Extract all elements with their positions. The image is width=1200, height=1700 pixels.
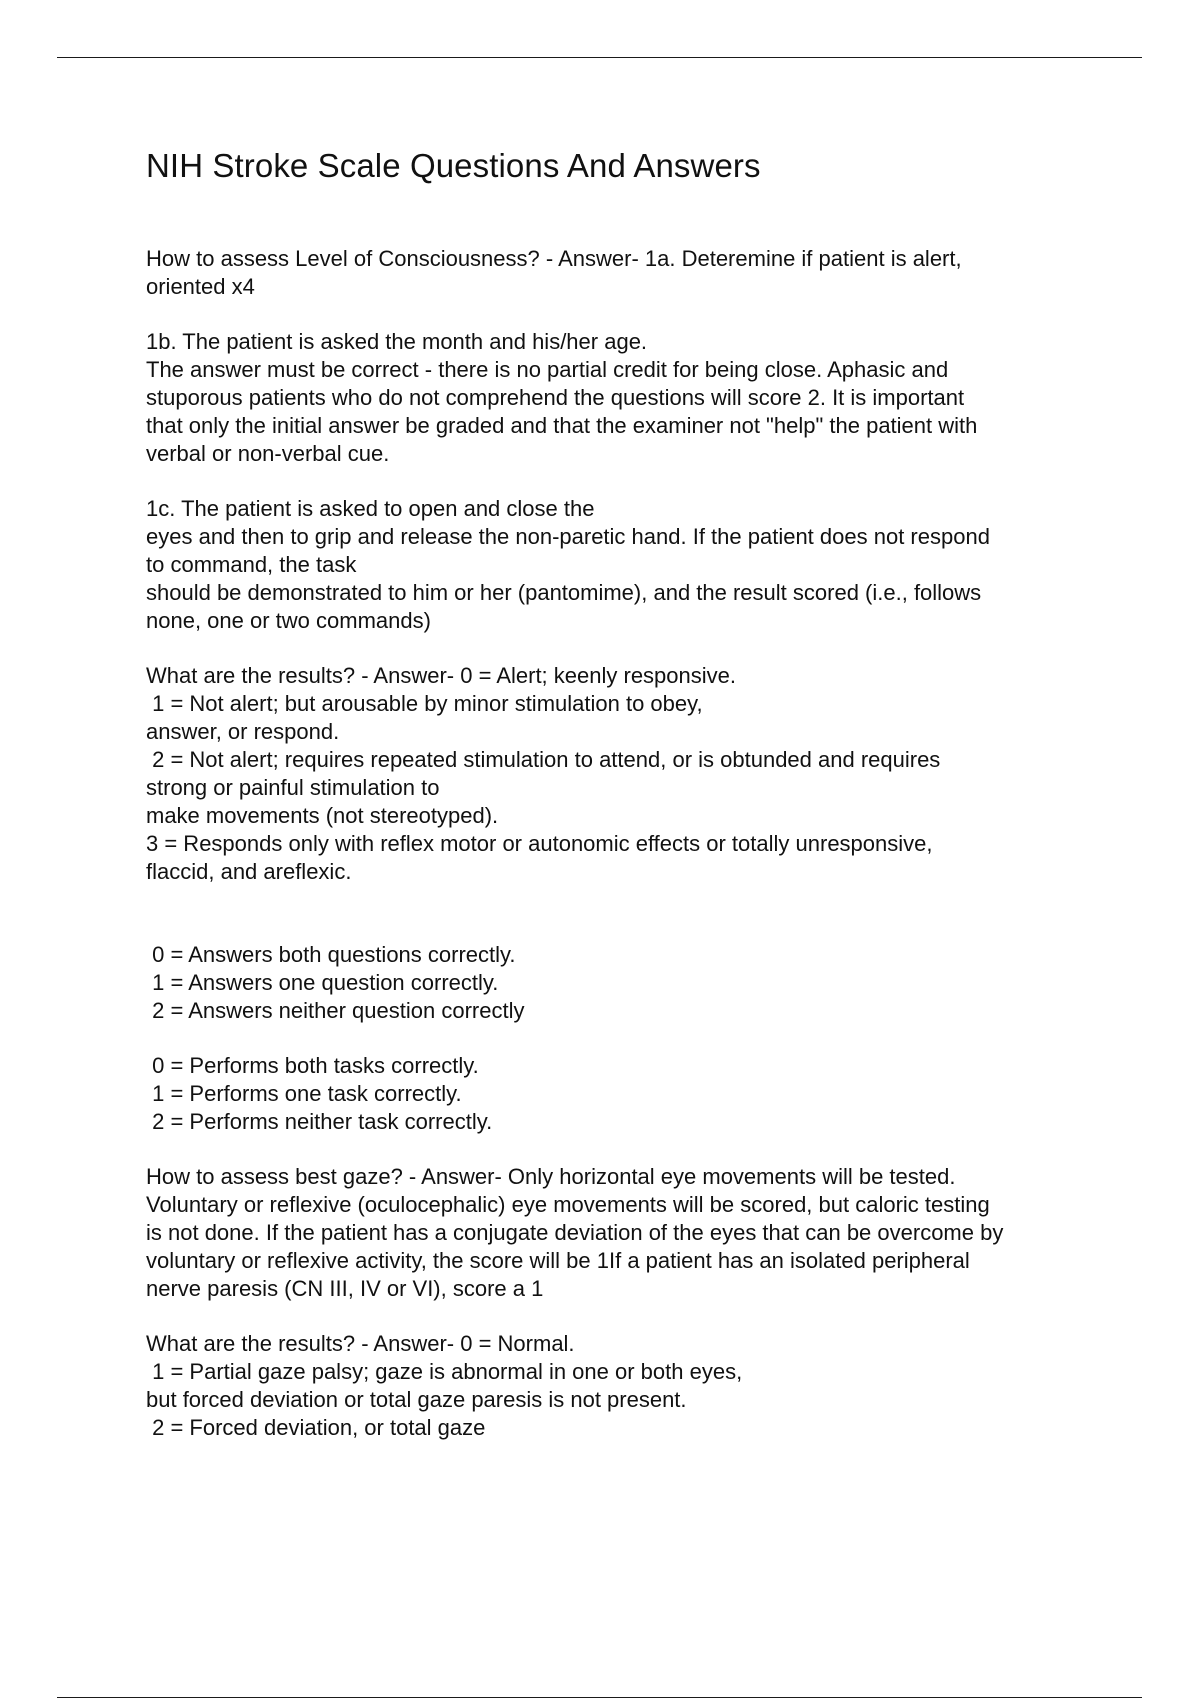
paragraph-level-of-consciousness: How to assess Level of Consciousness? - Answer- 1a. Deteremine if patient is alert, oriented x4 bbox=[146, 246, 962, 299]
paragraph-tasks-scores: 0 = Performs both tasks correctly. 1 = Performs one task correctly. 2 = Performs neither task correctly. bbox=[152, 1053, 493, 1134]
paragraph-questions-scores: 0 = Answers both questions correctly. 1 = Answers one question correctly. 2 = Answers neither question correctly bbox=[152, 942, 525, 1023]
paragraph-1c: 1c. The patient is asked to open and close the eyes and then to grip and release the non-paretic hand. If the patient does not respond to command, the task should be demonstrated to him or her (pantomime), and the result scored (i.e., follows none, one or two commands) bbox=[146, 496, 990, 633]
paragraph-loc-results: What are the results? - Answer- 0 = Alert; keenly responsive. 1 = Not alert; but arousable by minor stimulation to obey, answer, or respond. 2 = Not alert; requires repeated stimulation to attend, or is obtunded and requires strong or painful stimulation to make movements (not stereotyped). 3 = Responds only with reflex motor or autonomic effects or totally unresponsive, flaccid, and areflexic. bbox=[146, 663, 941, 884]
paragraph-best-gaze: How to assess best gaze? - Answer- Only horizontal eye movements will be tested. Voluntary or reflexive (oculocephalic) eye movements will be scored, but caloric testing is not done. If the patient has a conjugate deviation of the eyes that can be overcome by voluntary or reflexive activity, the score will be 1If a patient has an isolated peripheral nerve paresis (CN III, IV or VI), score a 1 bbox=[146, 1164, 1004, 1301]
paragraph-gaze-results: What are the results? - Answer- 0 = Normal. 1 = Partial gaze palsy; gaze is abnormal in one or both eyes, but forced deviation or total gaze paresis is not present. 2 = Forced deviation, or total gaze bbox=[146, 1331, 743, 1440]
bottom-divider bbox=[57, 1697, 1142, 1698]
document-body bbox=[146, 245, 1106, 1442]
page-title: NIH Stroke Scale Questions And Answers bbox=[146, 147, 761, 184]
paragraph-1b: 1b. The patient is asked the month and his/her age. The answer must be correct - there is no partial credit for being close. Aphasic and stuporous patients who do not comprehend the questions will score 2. It is important that only the initial answer be graded and that the examiner not "help" the patient with verbal or non-verbal cue. bbox=[146, 329, 978, 466]
top-divider bbox=[57, 57, 1142, 58]
document-page bbox=[146, 140, 1106, 1442]
